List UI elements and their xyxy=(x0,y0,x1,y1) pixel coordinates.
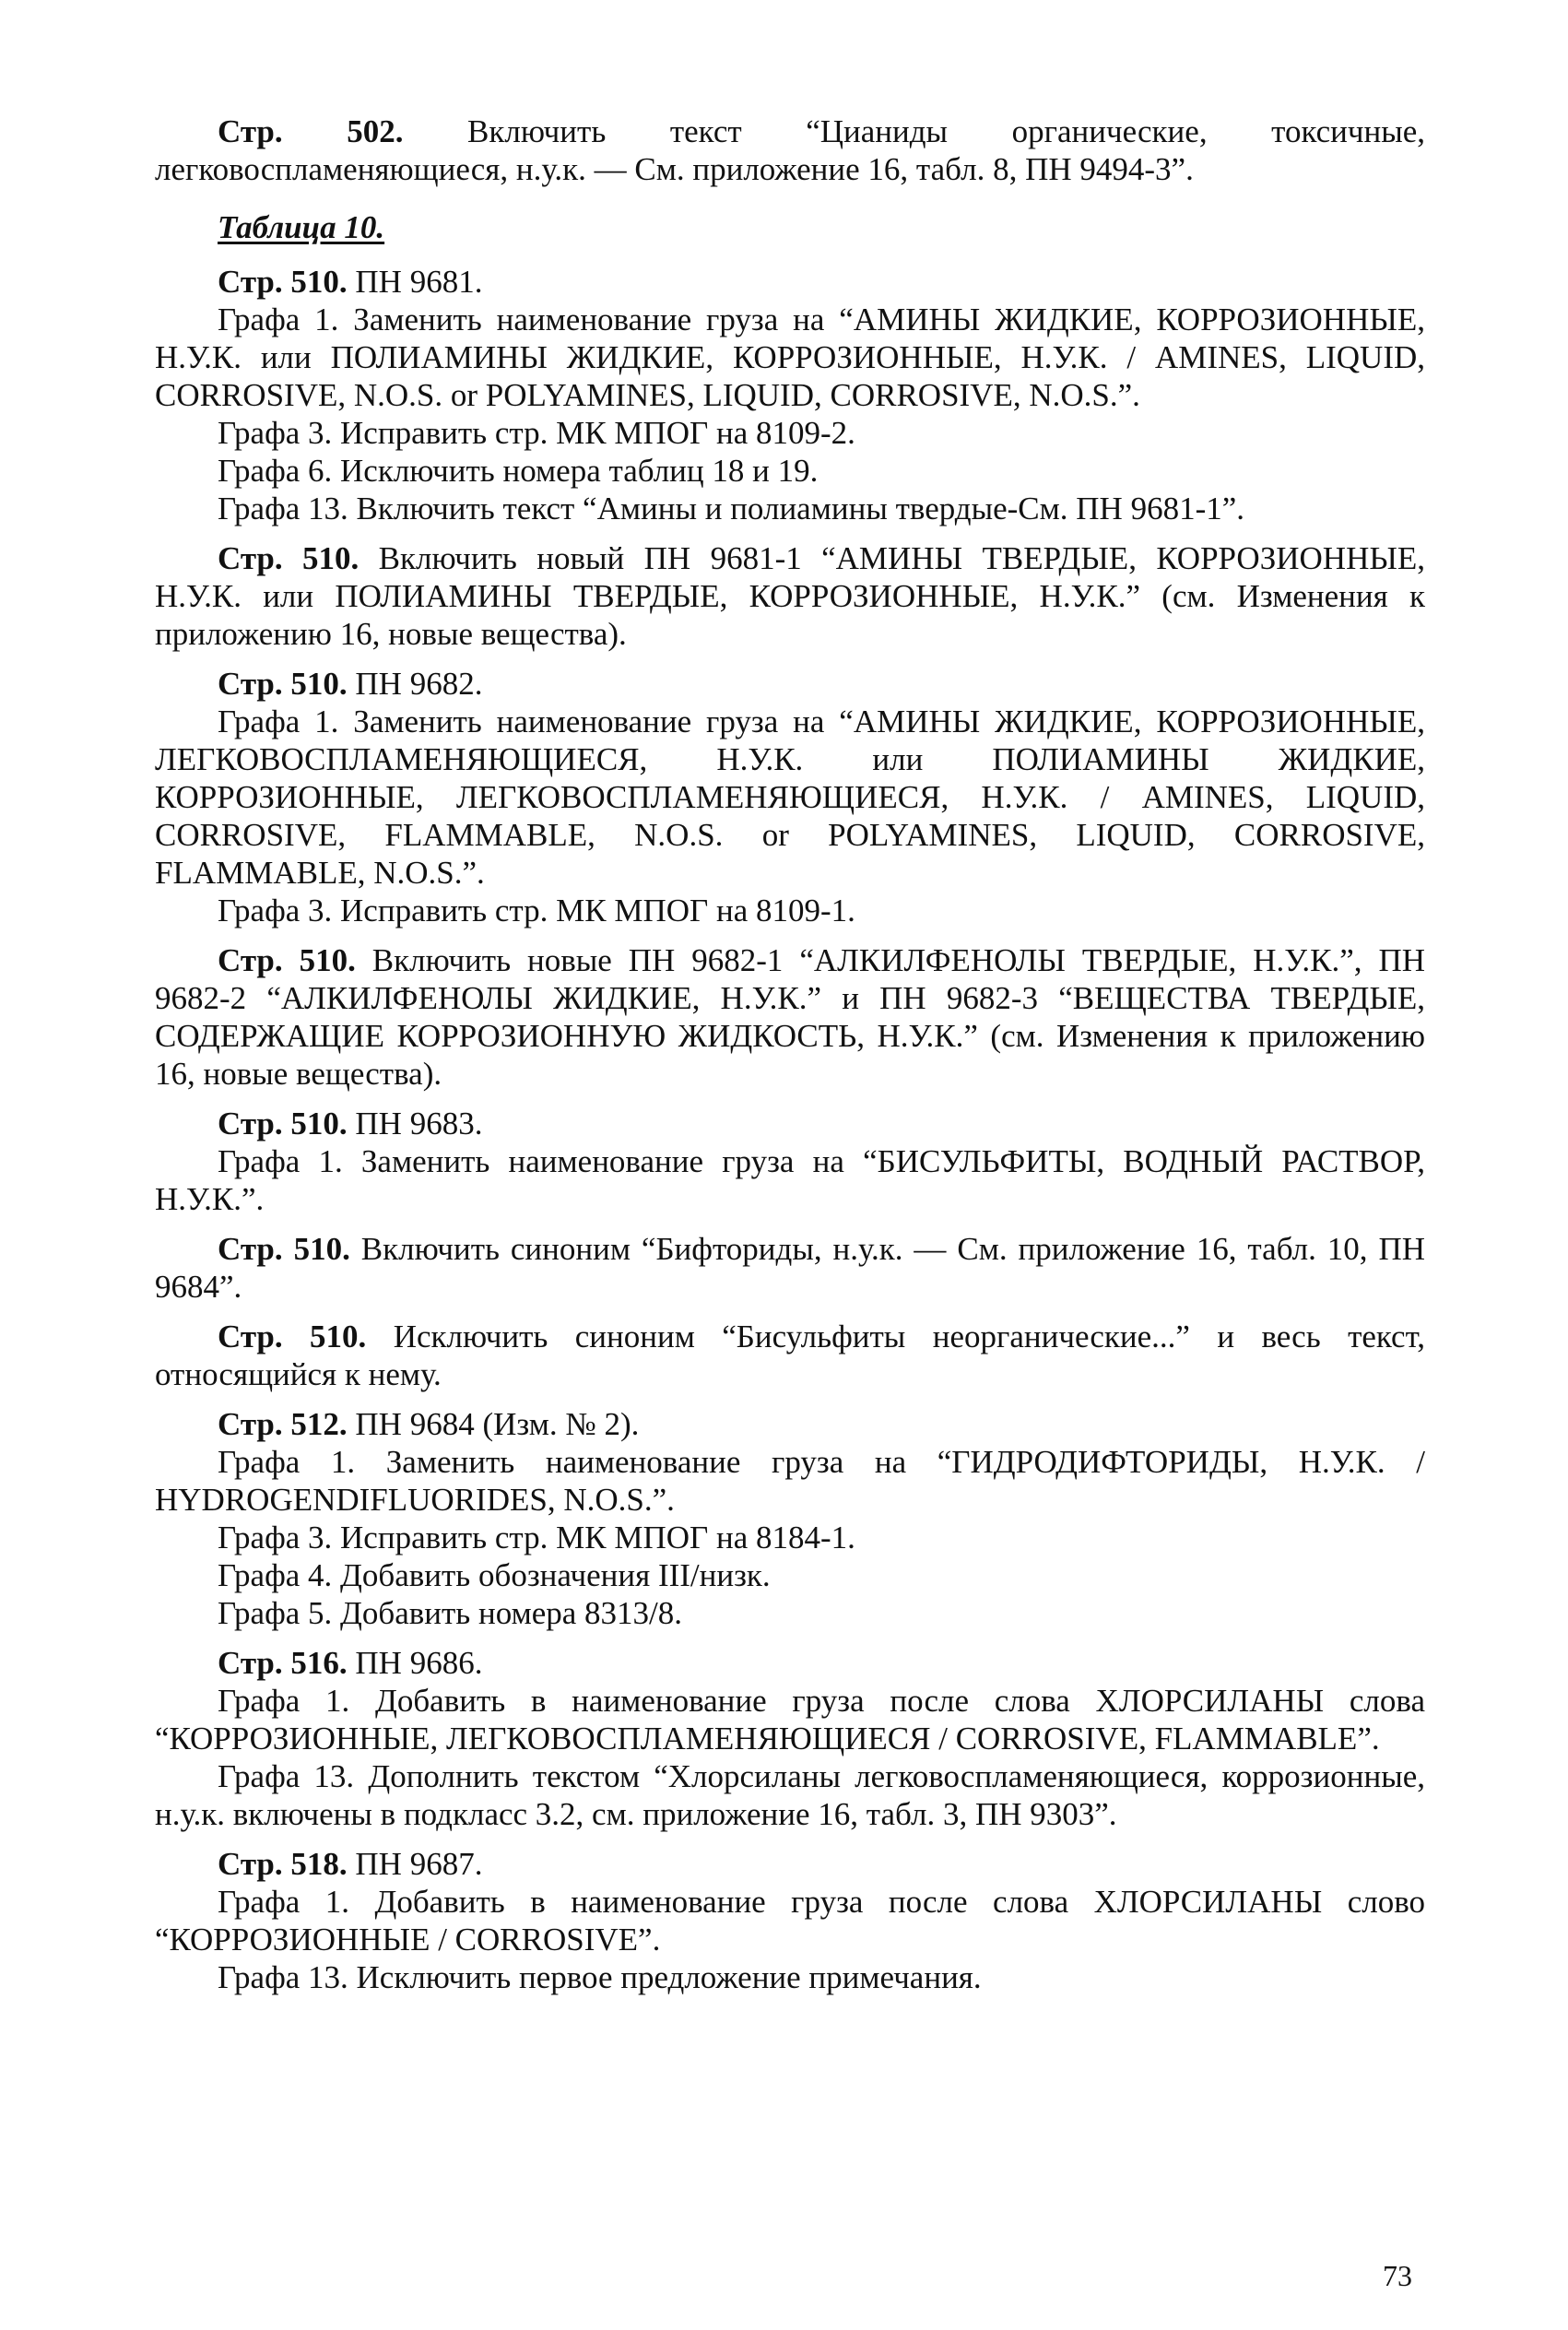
entry-text: Включить новый ПН 9681-1 “АМИНЫ ТВЕРДЫЕ, КОРРОЗИОННЫЕ, Н.У.К. или ПОЛИАМИНЫ ТВЕРДЫЕ, КОРРОЗИОННЫЕ, Н.У.К.” (см. Изменения к приложению 16, новые вещества). xyxy=(155,540,1425,652)
page-ref: Стр. 510. xyxy=(218,666,348,702)
document-body xyxy=(155,112,1425,1996)
page-ref: Стр. 510. xyxy=(218,1319,367,1354)
column-note: Графа 13. Дополнить текстом “Хлорсиланы легковоспламеняющиеся, коррозионные, н.у.к. включены в подкласс 3.2, см. приложение 16, табл. 3, ПН 9303”. xyxy=(155,1758,1425,1832)
entry-518-9687 xyxy=(155,1845,1425,1883)
entry-text: Включить текст “Цианиды органические, токсичные, легковоспламеняющиеся, н.у.к. — См. приложение 16, табл. 8, ПН 9494-3”. xyxy=(155,113,1426,187)
column-note: Графа 6. Исключить номера таблиц 18 и 19. xyxy=(218,453,819,489)
column-note: Графа 1. Заменить наименование груза на “АМИНЫ ЖИДКИЕ, КОРРОЗИОННЫЕ, Н.У.К. или ПОЛИАМИНЫ ЖИДКИЕ, КОРРОЗИОННЫЕ, Н.У.К. / AMINES, LIQUID, CORROSIVE, N.O.S. or POLYAMINES, LIQUID, CORROSIVE, N.O.S.”. xyxy=(155,302,1425,413)
page-ref: Стр. 510. xyxy=(218,942,356,978)
section-title: Таблица 10. xyxy=(218,209,385,245)
entry-text: ПН 9687. xyxy=(347,1846,483,1882)
entry-512-9684 xyxy=(155,1405,1425,1443)
page-number: 73 xyxy=(1383,2259,1412,2292)
entry-516-9686 xyxy=(155,1644,1425,1682)
entry-text: Включить синоним “Бифториды, н.у.к. — См. приложение 16, табл. 10, ПН 9684”. xyxy=(155,1231,1425,1305)
column-note: Графа 13. Включить текст “Амины и полиамины твердые-См. ПН 9681-1”. xyxy=(218,491,1245,526)
entry-510-synonym xyxy=(155,1230,1425,1306)
column-note: Графа 13. Исключить первое предложение примечания. xyxy=(218,1959,982,1995)
column-note: Графа 3. Исправить стр. МК МПОГ на 8109-1. xyxy=(218,893,855,928)
page-ref: Стр. 510. xyxy=(218,540,360,576)
entry-text: Исключить синоним “Бисульфиты неорганические...” и весь текст, относящийся к нему. xyxy=(155,1319,1425,1392)
entry-510-9682-new xyxy=(155,941,1425,1093)
entry-text: ПН 9681. xyxy=(347,264,483,300)
column-note: Графа 3. Исправить стр. МК МПОГ на 8184-1. xyxy=(218,1520,855,1555)
column-note: Графа 1. Заменить наименование груза на “БИСУЛЬФИТЫ, ВОДНЫЙ РАСТВОР, Н.У.К.”. xyxy=(155,1143,1425,1217)
entry-510-9682 xyxy=(155,665,1425,703)
page-ref: Стр. 502. xyxy=(218,113,404,149)
column-note: Графа 1. Заменить наименование груза на “ГИДРОДИФТОРИДЫ, Н.У.К. / HYDROGENDIFLUORIDES, N.O.S.”. xyxy=(155,1444,1425,1518)
column-note: Графа 3. Исправить стр. МК МПОГ на 8109-2. xyxy=(218,415,855,451)
page-ref: Стр. 512. xyxy=(218,1406,348,1442)
entry-text: ПН 9686. xyxy=(347,1645,483,1681)
entry-text: ПН 9684 (Изм. № 2). xyxy=(347,1406,640,1442)
entry-text: ПН 9682. xyxy=(347,666,483,702)
entry-510-9681-1 xyxy=(155,539,1425,653)
column-note: Графа 5. Добавить номера 8313/8. xyxy=(218,1595,683,1631)
page-ref: Стр. 510. xyxy=(218,1231,350,1267)
column-note: Графа 1. Добавить в наименование груза после слова ХЛОРСИЛАНЫ слово “КОРРОЗИОННЫЕ / CORROSIVE”. xyxy=(155,1884,1425,1957)
page-ref: Стр. 510. xyxy=(218,264,348,300)
column-note: Графа 4. Добавить обозначения III/низк. xyxy=(218,1557,771,1593)
page-ref: Стр. 516. xyxy=(218,1645,348,1681)
column-note: Графа 1. Добавить в наименование груза после слова ХЛОРСИЛАНЫ слова “КОРРОЗИОННЫЕ, ЛЕГКОВОСПЛАМЕНЯЮЩИЕСЯ / CORROSIVE, FLAMMABLE”. xyxy=(155,1683,1425,1756)
entry-510-9683 xyxy=(155,1105,1425,1142)
entry-text: Включить новые ПН 9682-1 “АЛКИЛФЕНОЛЫ ТВЕРДЫЕ, Н.У.К.”, ПН 9682-2 “АЛКИЛФЕНОЛЫ ЖИДКИЕ, Н.У.К.” и ПН 9682-3 “ВЕЩЕСТВА ТВЕРДЫЕ, СОДЕРЖАЩИЕ КОРРОЗИОННУЮ ЖИДКОСТЬ, Н.У.К.” (см. Изменения к приложению 16, новые вещества). xyxy=(155,942,1425,1092)
column-note: Графа 1. Заменить наименование груза на “АМИНЫ ЖИДКИЕ, КОРРОЗИОННЫЕ, ЛЕГКОВОСПЛАМЕНЯЮЩИЕСЯ, Н.У.К. или ПОЛИАМИНЫ ЖИДКИЕ, КОРРОЗИОННЫЕ, ЛЕГКОВОСПЛАМЕНЯЮЩИЕСЯ, Н.У.К. / AMINES, LIQUID, CORROSIVE, FLAMMABLE, N.O.S. or POLYAMINES, LIQUID, CORROSIVE, FLAMMABLE, N.O.S.”. xyxy=(155,704,1425,891)
entry-510-exclude xyxy=(155,1318,1425,1393)
page-ref: Стр. 518. xyxy=(218,1846,348,1882)
entry-text: ПН 9683. xyxy=(347,1106,483,1141)
entry-510-9681 xyxy=(155,263,1425,301)
page-ref: Стр. 510. xyxy=(218,1106,348,1141)
entry-502 xyxy=(155,112,1425,188)
